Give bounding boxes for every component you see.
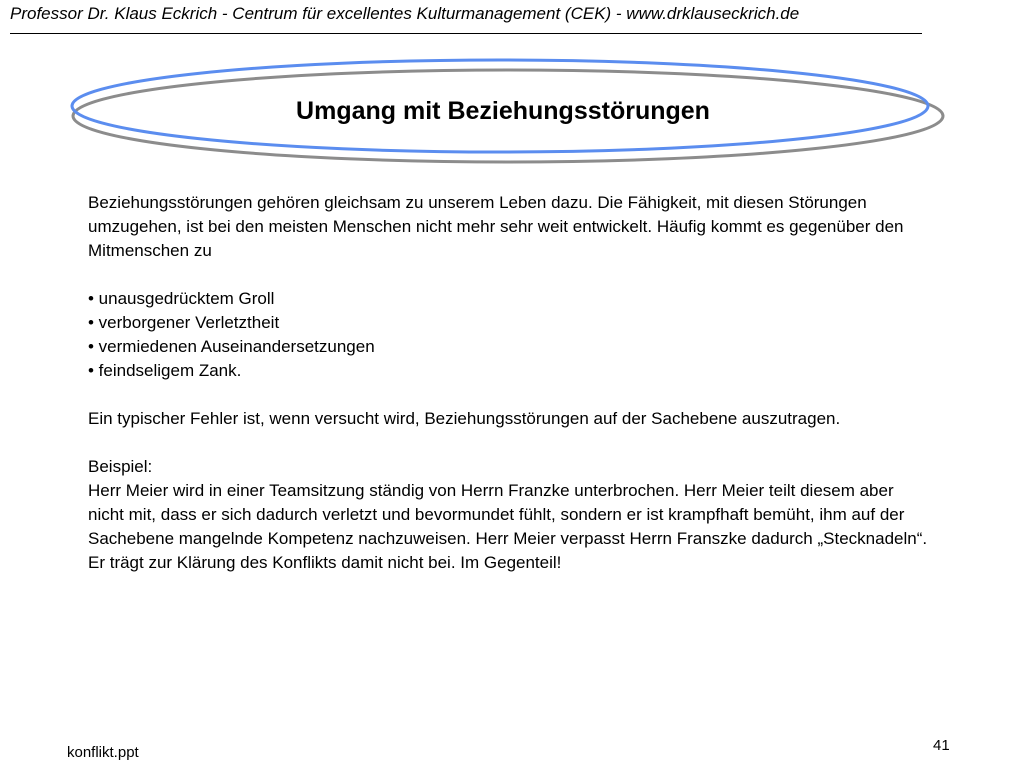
header-line: Professor Dr. Klaus Eckrich - Centrum für excellentes Kulturmanagement (CEK) - www.drklauseckrich.de: [10, 4, 800, 23]
bullet-item: • feindseligem Zank.: [88, 361, 242, 380]
example-label: Beispiel:: [88, 457, 153, 476]
spacer: [88, 431, 928, 455]
footer-filename: konflikt.ppt: [67, 744, 139, 761]
slide-body: [88, 191, 928, 575]
example-paragraph: Herr Meier wird in einer Teamsitzung ständig von Herrn Franzke unterbrochen. Herr Meier teilt diesem aber nicht mit, dass er sich dadurch verletzt und bevormundet fühlt, sondern er ist krampfhaft bemüht, ihm auf der Sachebene mangelnde Kompetenz nachzuweisen. Herr Meier verpasst Herrn Franszke dadurch „Stecknadeln“. Er trägt zur Klärung des Konflikts damit nicht bei. Im Gegenteil!: [88, 481, 928, 572]
bullet-item: • unausgedrücktem Groll: [88, 289, 275, 308]
spacer: [88, 383, 928, 407]
bullet-list: [88, 287, 928, 383]
bullet-item: • vermiedenen Auseinandersetzungen: [88, 337, 375, 356]
slide-title: Umgang mit Beziehungsstörungen: [296, 97, 710, 125]
bullet-item: • verborgener Verletztheit: [88, 313, 280, 332]
page-number: 41: [933, 737, 950, 754]
intro-paragraph: Beziehungsstörungen gehören gleichsam zu unserem Leben dazu. Die Fähigkeit, mit diesen Störungen umzugehen, ist bei den meisten Menschen nicht mehr sehr weit entwickelt. Häufig kommt es gegenüber den Mitmenschen zu: [88, 193, 904, 260]
header-rule: [10, 33, 922, 34]
spacer: [88, 263, 928, 287]
mistake-paragraph: Ein typischer Fehler ist, wenn versucht wird, Beziehungsstörungen auf der Sachebene auszutragen.: [88, 409, 841, 428]
